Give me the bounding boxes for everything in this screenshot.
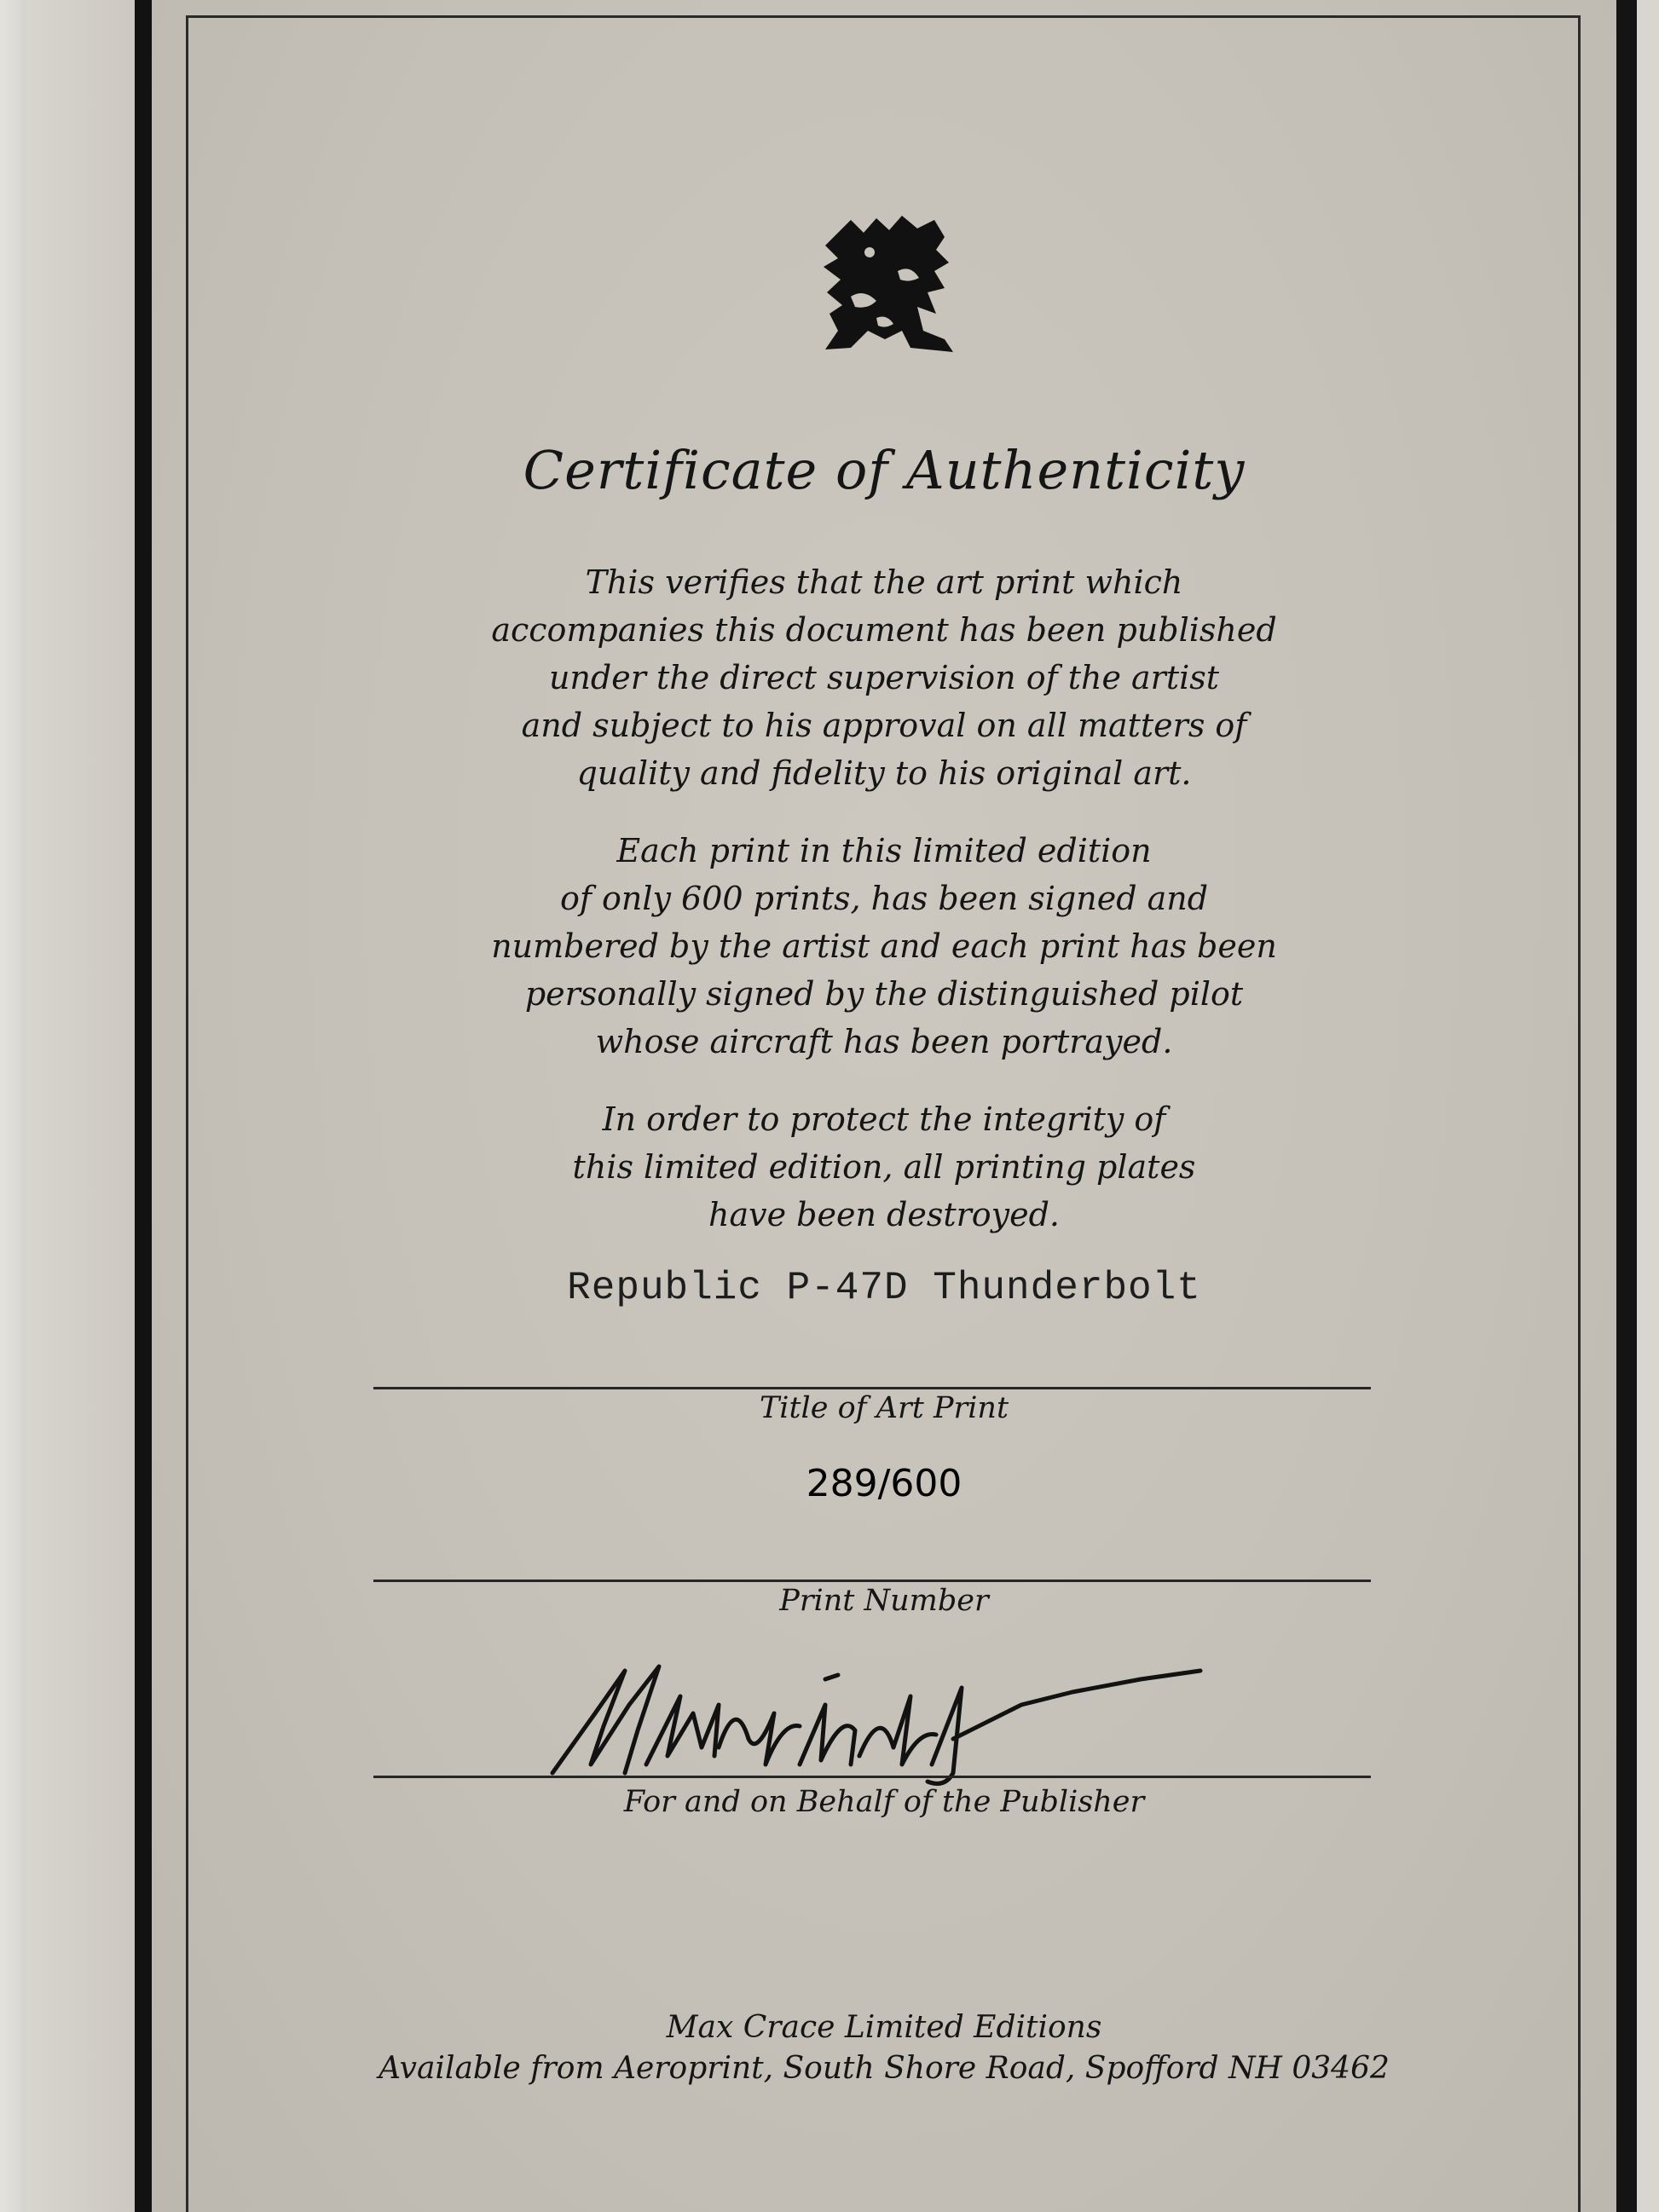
art-print-title-label: Title of Art Print xyxy=(759,1391,1009,1425)
publisher-signature xyxy=(544,1645,1226,1790)
art-print-title-value: Republic P-47D Thunderbolt xyxy=(567,1266,1201,1310)
paragraph-line: this limited edition, all printing plates xyxy=(572,1148,1196,1186)
paragraph-line: quality and fidelity to his original art. xyxy=(576,754,1192,792)
frame-left-edge xyxy=(135,0,152,2212)
paragraph-line: of only 600 prints, has been signed and xyxy=(559,880,1209,917)
integrity-paragraph xyxy=(373,1095,1396,1239)
heraldic-lion-emblem-icon xyxy=(817,211,962,356)
paragraph-line: In order to protect the integrity of xyxy=(602,1100,1166,1138)
paragraph-line: This verifies that the art print which xyxy=(585,563,1183,601)
paragraph-line: numbered by the artist and each print has been xyxy=(491,927,1277,965)
print-number-rule xyxy=(373,1580,1371,1582)
verification-paragraph xyxy=(373,558,1396,797)
print-number-label: Print Number xyxy=(779,1584,989,1618)
paragraph-line: whose aircraft has been portrayed. xyxy=(595,1023,1173,1060)
certificate-card xyxy=(152,0,1616,2212)
publisher-label: For and on Behalf of the Publisher xyxy=(623,1785,1145,1819)
paragraph-line: personally signed by the distinguished pilot xyxy=(524,975,1244,1013)
footer-company: Max Crace Limited Editions xyxy=(666,2010,1102,2045)
paragraph-line: and subject to his approval on all matters of xyxy=(521,707,1247,744)
right-background-edge xyxy=(1637,0,1659,2212)
frame-right-edge xyxy=(1616,0,1637,2212)
paragraph-line: Each print in this limited edition xyxy=(616,832,1152,869)
footer-address: Available from Aeroprint, South Shore Road, Spofford NH 03462 xyxy=(379,2051,1390,2086)
publisher-signature-rule xyxy=(373,1776,1371,1778)
print-number-value: 289/600 xyxy=(806,1462,962,1505)
edition-paragraph xyxy=(373,827,1396,1066)
certificate-title: Certificate of Authenticity xyxy=(523,439,1246,501)
paragraph-line: have been destroyed. xyxy=(708,1196,1060,1233)
paragraph-line: accompanies this document has been published xyxy=(491,611,1277,649)
paragraph-line: under the direct supervision of the artist xyxy=(548,659,1220,696)
left-mat-board xyxy=(26,0,136,2212)
art-title-rule xyxy=(373,1387,1371,1389)
